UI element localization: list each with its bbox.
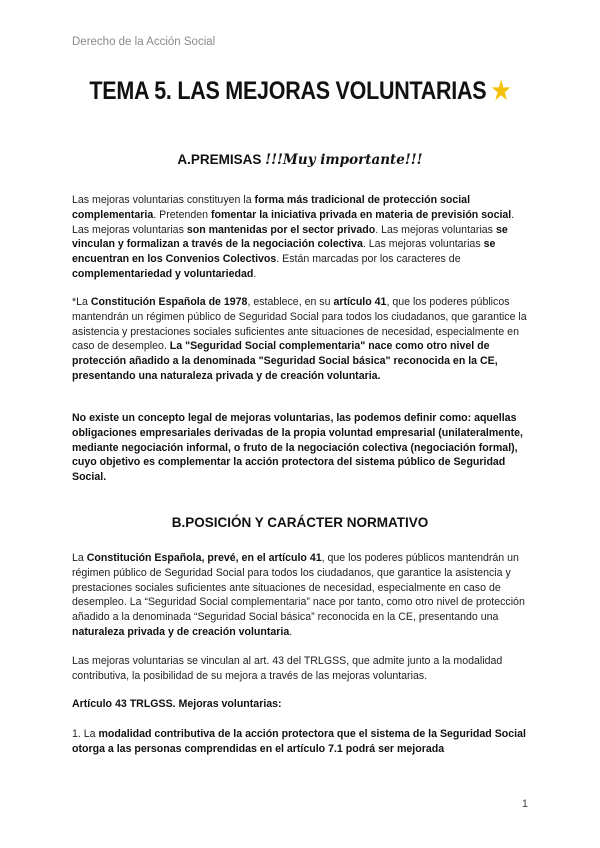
bold-run: Constitución Española, prevé, en el artículo 41 [86,552,322,564]
text-run: , que los poderes públicos mantendrán un régimen público de Seguridad Social para todos los ciudadanos, que garantice la asistencia y prestaciones sociales suficientes ante situaciones de necesidad, especialmente en caso de desempleo. La “Seguridad Social complementaria” nace por tanto, como otro nivel de protección añadido a la denominada “Seguridad Social básica” reconocida en la CE, presentando una [72,552,525,624]
text-run: , que los poderes públicos mantendrán un régimen público de Seguridad Social para todos los ciudadanos, que garantice la asistencia y prestaciones sociales suficientes ante situaciones de necesidad, especialmente en caso de desempleo. [72,296,527,353]
text-run: , establece, en su [247,296,334,308]
running-header: Derecho de la Acción Social [72,36,216,48]
bold-run: se encuentran en los Convenios Colectivos [72,238,496,266]
paragraph-posicion-2 [72,654,530,684]
paragraph-premisas-2 [72,295,530,384]
text-run: La [72,552,87,564]
paragraph-premisas-1 [72,193,530,282]
bold-run: se vinculan y formalizan a través de la negociación colectiva [72,223,508,251]
text-run: . [253,267,257,280]
paragraph-premisas-3 [72,411,530,485]
text-run: . Las mejoras voluntarias [362,238,484,251]
page-number: 1 [521,798,528,810]
text-run: . Las mejoras voluntarias [375,223,496,236]
bold-run: La "Seguridad Social complementaria" nace como otro nivel de protección añadido a la denominada "Seguridad Social básica" reconocida en la CE, presentando una naturaleza privada y de creación voluntaria. [72,340,498,382]
section-b-heading: B.POSICIÓN Y CARÁCTER NORMATIVO [171,515,429,530]
text-run: . Pretenden [153,208,211,221]
star-icon: ★ [491,77,511,105]
text-run: . Están marcadas por los caracteres de [276,253,461,266]
bold-run: Artículo 43 TRLGSS. Mejoras voluntarias: [72,698,282,710]
bold-run: artículo 41 [333,296,387,308]
text-run: . Las mejoras voluntarias [72,208,515,236]
section-a-emphasis: !!!Muy importante!!! [265,152,423,168]
section-a-label: A.PREMISAS [177,152,262,167]
text-run: 1. La [72,728,99,740]
bold-run: complementariedad y voluntariedad [72,267,254,280]
bold-run: naturaleza privada y de creación voluntaria [72,625,290,638]
paragraph-posicion-1 [72,551,530,640]
bold-run: forma más tradicional de protección social complementaria [72,194,471,221]
bold-run: fomentar la iniciativa privada en materia de previsión social [210,208,512,221]
article-heading [72,697,530,712]
title-text: TEMA 5. LAS MEJORAS VOLUNTARIAS [89,77,487,105]
document-title [42,76,558,106]
bold-run: son mantenidas por el sector privado [186,223,376,236]
section-a-heading [0,152,600,168]
article-item-1 [72,727,530,757]
bold-run: modalidad contributiva de la acción protectora que el sistema de la Seguridad Social otorga a las personas comprendidas en el artículo 7.1 podrá ser mejorada [72,728,526,755]
bold-run: No existe un concepto legal de mejoras voluntarias, las podemos definir como: aquellas obligaciones empresariales derivadas de la propia voluntad empresarial (unilateralmente, mediante negociación informal, o fruto de la negociación colectiva (negociación formal), cuyo objetivo es complementar la acción protectora del sistema público de Seguridad Social. [72,412,523,484]
text-run: . [289,625,293,638]
text-run: *La [72,296,91,308]
text-run: Las mejoras voluntarias se vinculan al art. 43 del TRLGSS, que admite junto a la modalidad contributiva, la posibilidad de su mejora a través de las mejoras voluntarias. [72,655,503,682]
bold-run: Constitución Española de 1978 [90,296,248,308]
text-run: Las mejoras voluntarias constituyen la [72,194,255,206]
